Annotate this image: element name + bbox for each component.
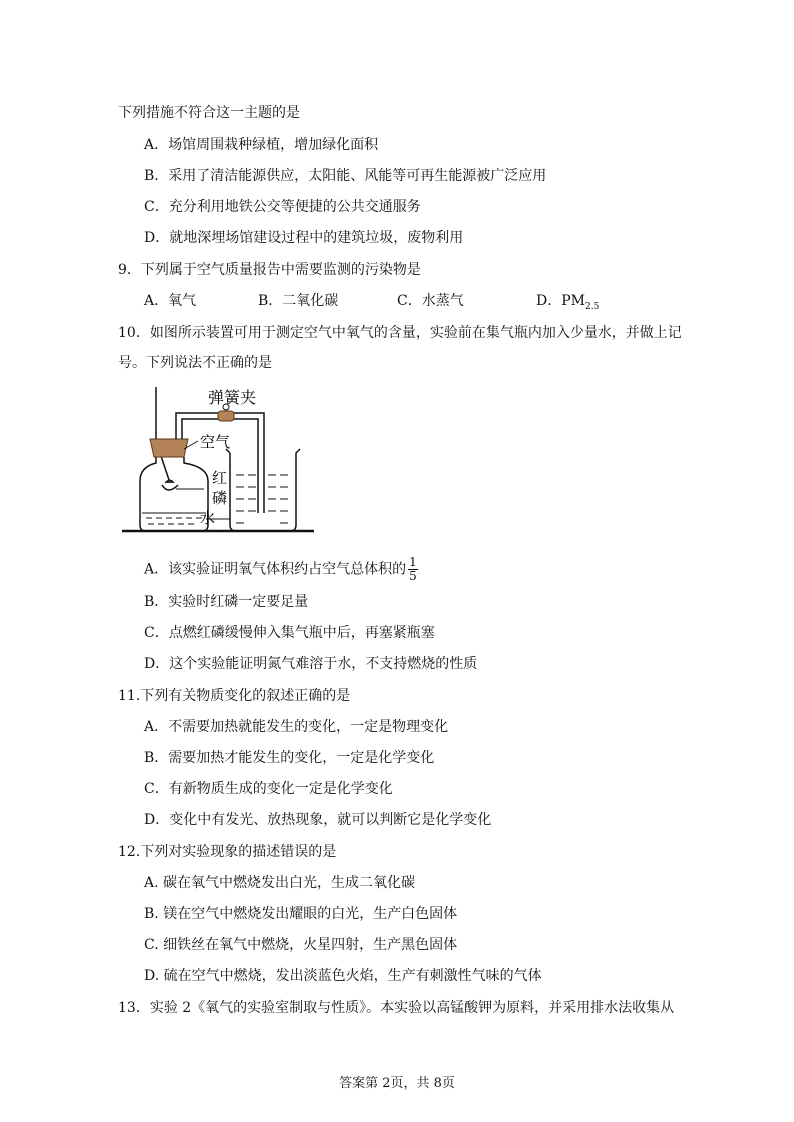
- q12-stem: 12.下列对实验现象的描述错误的是: [118, 844, 337, 860]
- q12-option-a: A. 碳在氧气中燃烧发出白光，生成二氧化碳: [144, 875, 416, 891]
- q9-option-b: B．二氧化碳: [258, 293, 339, 309]
- label-clamp: 弹簧夹: [208, 388, 257, 407]
- intro-text: 下列措施不符合这一主题的是: [118, 105, 300, 121]
- option-d: D．就地深埋场馆建设过程中的建筑垃圾，废物利用: [144, 230, 464, 246]
- q9-option-a: A．氧气: [144, 293, 197, 309]
- q12-option-d: D. 硫在空气中燃烧，发出淡蓝色火焰，生产有刺激性气味的气体: [144, 968, 542, 984]
- q11-option-c: C．有新物质生成的变化一定是化学变化: [144, 781, 393, 797]
- q10-stem-2: 号。下列说法不正确的是: [118, 355, 272, 371]
- q9-stem: 9．下列属于空气质量报告中需要监测的污染物是: [118, 262, 421, 278]
- q13-stem: 13．实验 2《氧气的实验室制取与性质》。本实验以高锰酸钾为原料，并采用排水法收集从: [118, 1000, 675, 1016]
- q11-option-d: D．变化中有发光、放热现象，就可以判断它是化学变化: [144, 812, 492, 828]
- option-a: A．场馆周围栽种绿植，增加绿化面积: [144, 137, 379, 153]
- q9-option-c: C．水蒸气: [397, 293, 464, 309]
- page-footer: 答案第 2页，共 8页: [339, 1076, 455, 1091]
- fraction-numerator: 1: [409, 555, 417, 569]
- label-water: 水: [200, 509, 216, 527]
- label-air: 空气: [200, 433, 231, 451]
- label-red1: 红: [212, 469, 228, 487]
- q11-option-b: B．需要加热才能发生的变化，一定是化学变化: [144, 750, 435, 766]
- fraction-denominator: 5: [409, 569, 417, 583]
- label-red2: 磷: [212, 489, 228, 507]
- q11-stem: 11.下列有关物质变化的叙述正确的是: [118, 688, 351, 704]
- q12-option-b: B. 镁在空气中燃烧发出耀眼的白光，生产白色固体: [144, 906, 458, 922]
- q10-option-c: C．点燃红磷缓慢伸入集气瓶中后，再塞紧瓶塞: [144, 625, 435, 641]
- q10-option-a-text: A．该实验证明氧气体积约占空气总体积的: [144, 561, 407, 578]
- option-c: C．充分利用地铁公交等便捷的公共交通服务: [144, 199, 421, 215]
- q10-stem-1: 10．如图所示装置可用于测定空气中氧气的含量，实验前在集气瓶内加入少量水，并做上记: [118, 325, 682, 341]
- apparatus-diagram: [118, 385, 318, 537]
- q9-option-d: [536, 291, 599, 317]
- q9-option-d-sub: 2.5: [584, 301, 600, 312]
- q10-option-a: [144, 556, 418, 583]
- q11-option-a: A．不需要加热就能发生的变化，一定是物理变化: [144, 719, 449, 735]
- fraction: [408, 556, 418, 583]
- option-b: B．采用了清洁能源供应，太阳能、风能等可再生能源被广泛应用: [144, 168, 547, 184]
- q10-option-d: D．这个实验能证明氮气难溶于水，不支持燃烧的性质: [144, 656, 478, 672]
- q9-option-d-text: D．PM: [536, 293, 585, 309]
- q10-option-b: B．实验时红磷一定要足量: [144, 594, 309, 610]
- q12-option-c: C. 细铁丝在氧气中燃烧，火星四射，生产黑色固体: [144, 937, 458, 953]
